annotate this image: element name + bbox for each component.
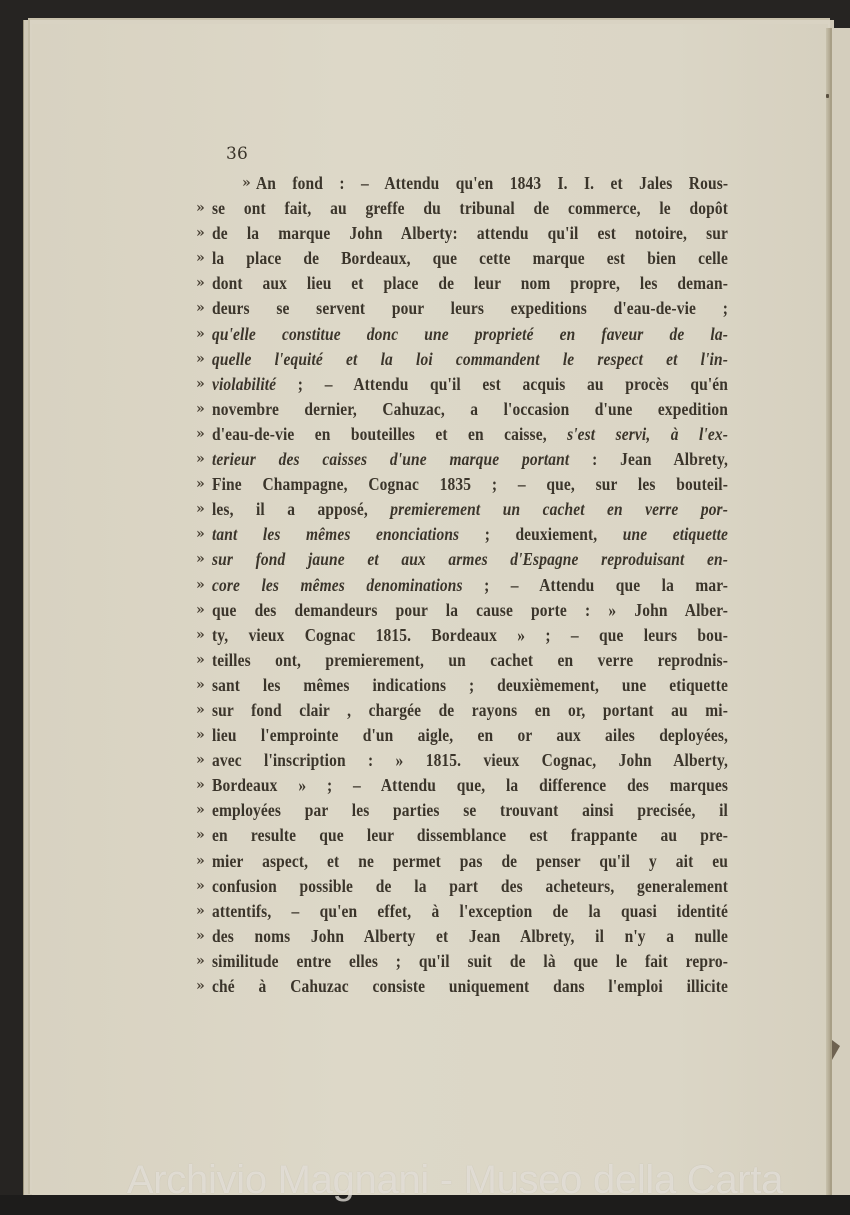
roman-segment: An fond : – Attendu qu'en 1843 I. I. et Jales Rous-: [256, 173, 729, 193]
text-line: [196, 748, 728, 773]
italic-segment: sur fond jaune et aux armes d'Espagne reproduisant en-: [212, 549, 728, 570]
text-line: [196, 673, 728, 698]
roman-segment: la place de Bordeaux, que cette marque est bien celle: [212, 248, 728, 269]
quotation-mark: »: [196, 200, 205, 217]
text-line: [196, 949, 728, 974]
adjacent-page-edge: [830, 28, 850, 1196]
roman-segment: : Jean Albrety,: [569, 449, 728, 470]
quotation-mark: »: [196, 300, 205, 317]
italic-segment: premierement un cachet en verre por-: [390, 499, 728, 520]
quotation-mark: »: [196, 727, 205, 744]
roman-segment: ; – Attendu qu'il est acquis au procès qu'én: [276, 373, 728, 394]
quotation-mark: »: [196, 827, 205, 844]
line-text: [212, 472, 728, 497]
line-text: [212, 773, 728, 798]
quotation-mark: »: [196, 375, 205, 392]
line-text: [212, 246, 728, 271]
text-line: [196, 296, 728, 321]
quotation-mark: »: [196, 676, 205, 693]
quotation-mark: »: [196, 877, 205, 894]
quotation-mark: »: [196, 576, 205, 593]
quotation-mark: »: [196, 752, 205, 769]
line-text: [212, 372, 728, 397]
text-line: [196, 447, 728, 472]
line-text: [212, 899, 728, 924]
text-lines: [196, 171, 728, 999]
roman-segment: ché à Cahuzac consiste uniquement dans l'emploi illicite: [212, 976, 728, 996]
text-line: [196, 472, 728, 497]
quotation-mark: »: [196, 952, 205, 969]
line-text: [212, 673, 728, 698]
archive-watermark: Archivio Magnani - Museo della Carta: [126, 1158, 784, 1202]
line-text: [212, 648, 728, 673]
roman-segment: lieu l'emprointe d'un aigle, en or aux ailes deployées,: [212, 725, 728, 746]
quotation-mark: »: [196, 325, 205, 342]
italic-segment: une etiquette: [622, 524, 729, 545]
text-line: [196, 171, 728, 196]
page-tear-mark: [832, 1040, 840, 1060]
line-text: [212, 723, 728, 748]
quotation-mark: »: [196, 651, 205, 668]
roman-segment: sur fond clair , chargée de rayons en or, portant au mi-: [212, 699, 728, 720]
roman-segment: des noms John Alberty et Jean Albrety, il n'y a nulle: [212, 925, 728, 946]
quotation-mark: »: [196, 927, 205, 944]
line-text: [212, 823, 728, 848]
roman-segment: ty, vieux Cognac 1815. Bordeaux » ; – que leurs bou-: [212, 624, 728, 645]
line-text: [212, 798, 728, 823]
line-text: [212, 296, 728, 321]
italic-segment: qu'elle constitue donc une proprieté en faveur de la-: [212, 323, 728, 344]
text-line: [196, 522, 728, 547]
page-number: 36: [226, 144, 248, 164]
line-text: [212, 347, 728, 372]
text-line: [196, 372, 728, 397]
quotation-mark: »: [196, 852, 205, 869]
quotation-mark: »: [196, 978, 205, 994]
roman-segment: que des demandeurs pour la cause porte : » John Alber-: [212, 599, 728, 620]
roman-segment: en resulte que leur dissemblance est frappante au pre-: [212, 825, 728, 846]
text-line: [196, 347, 728, 372]
line-text: [212, 598, 728, 623]
roman-segment: mier aspect, et ne permet pas de penser qu'il y ait eu: [212, 850, 728, 871]
quotation-mark: »: [196, 777, 205, 794]
text-line: [196, 974, 728, 999]
quotation-mark: »: [242, 175, 251, 191]
italic-segment: terieur des caisses d'une marque portant: [212, 449, 570, 470]
roman-segment: Bordeaux » ; – Attendu que, la difference des marques: [212, 775, 728, 796]
text-line: [196, 547, 728, 572]
line-text: [212, 271, 728, 296]
quotation-mark: »: [196, 902, 205, 919]
text-line: [196, 573, 728, 598]
text-line: [196, 598, 728, 623]
roman-segment: confusion possible de la part des acheteurs, generalement: [212, 875, 728, 896]
line-text: [212, 949, 728, 974]
line-text: [212, 974, 728, 999]
line-text: [212, 497, 728, 522]
roman-segment: employées par les parties se trouvant ainsi precisée, il: [212, 800, 728, 821]
ink-speck: [826, 94, 829, 98]
line-text: [212, 924, 728, 949]
text-line: [196, 623, 728, 648]
roman-segment: similitude entre elles ; qu'il suit de là que le fait repro-: [212, 950, 728, 971]
text-line: [196, 899, 728, 924]
line-text: [212, 698, 728, 723]
roman-segment: deurs se servent pour leurs expeditions d'eau-de-vie ;: [212, 298, 728, 319]
roman-segment: teilles ont, premierement, un cachet en verre reprodnis-: [212, 649, 728, 670]
text-line: [196, 798, 728, 823]
text-line: [196, 422, 728, 447]
text-line: [196, 322, 728, 347]
quotation-mark: »: [196, 400, 205, 417]
roman-segment: Fine Champagne, Cognac 1835 ; – que, sur les bouteil-: [212, 474, 728, 495]
roman-segment: d'eau-de-vie en bouteilles et en caisse,: [212, 423, 568, 444]
line-text: [212, 422, 728, 447]
roman-segment: ; deuxiement,: [459, 524, 623, 545]
line-text: [212, 221, 728, 246]
text-line: [196, 823, 728, 848]
line-text: [212, 196, 728, 221]
quotation-mark: »: [196, 225, 205, 242]
quotation-mark: »: [196, 802, 205, 819]
quotation-mark: »: [196, 476, 205, 493]
roman-segment: novembre dernier, Cahuzac, a l'occasion d'une expedition: [212, 398, 728, 419]
text-line: [196, 246, 728, 271]
quotation-mark: »: [196, 275, 205, 292]
quotation-mark: »: [196, 701, 205, 718]
italic-segment: quelle l'equité et la loi commandent le respect et l'in-: [212, 348, 728, 369]
roman-segment: se ont fait, au greffe du tribunal de commerce, le dopôt: [212, 198, 728, 219]
roman-segment: ; – Attendu que la mar-: [462, 574, 728, 595]
line-text: [212, 397, 728, 422]
text-line: [196, 497, 728, 522]
italic-segment: tant les mêmes enonciations: [212, 524, 460, 545]
italic-segment: core les mêmes denominations: [212, 574, 463, 595]
roman-segment: avec l'inscription : » 1815. vieux Cognac, John Alberty,: [212, 750, 728, 771]
quotation-mark: »: [196, 425, 205, 442]
line-text: [256, 171, 728, 196]
roman-segment: dont aux lieu et place de leur nom propre, les deman-: [212, 273, 728, 294]
text-line: [196, 271, 728, 296]
quotation-mark: »: [196, 626, 205, 643]
quotation-mark: »: [196, 451, 205, 468]
text-line: [196, 723, 728, 748]
line-text: [212, 849, 728, 874]
text-line: [196, 196, 728, 221]
roman-segment: attentifs, – qu'en effet, à l'exception de la quasi identité: [212, 900, 728, 921]
italic-segment: violabilité: [212, 373, 277, 394]
text-line: [196, 924, 728, 949]
line-text: [212, 748, 728, 773]
quotation-mark: »: [196, 250, 205, 267]
text-line: [196, 849, 728, 874]
text-line: [196, 773, 728, 798]
text-line: [196, 698, 728, 723]
text-line: [196, 874, 728, 899]
line-text: [212, 623, 728, 648]
line-text: [212, 522, 728, 547]
quotation-mark: »: [196, 551, 205, 568]
quotation-mark: »: [196, 350, 205, 367]
roman-segment: les, il a apposé,: [212, 499, 391, 520]
line-text: [212, 573, 728, 598]
line-text: [212, 447, 728, 472]
text-line: [196, 648, 728, 673]
italic-segment: s'est servi, à l'ex-: [567, 423, 728, 444]
quotation-mark: »: [196, 526, 205, 543]
roman-segment: sant les mêmes indications ; deuxièmement, une etiquette: [212, 674, 728, 695]
text-line: [196, 397, 728, 422]
text-line: [196, 221, 728, 246]
line-text: [212, 874, 728, 899]
quotation-mark: »: [196, 501, 205, 518]
roman-segment: de la marque John Alberty: attendu qu'il est notoire, sur: [212, 223, 728, 244]
line-text: [212, 322, 728, 347]
quotation-mark: »: [196, 601, 205, 618]
line-text: [212, 547, 728, 572]
